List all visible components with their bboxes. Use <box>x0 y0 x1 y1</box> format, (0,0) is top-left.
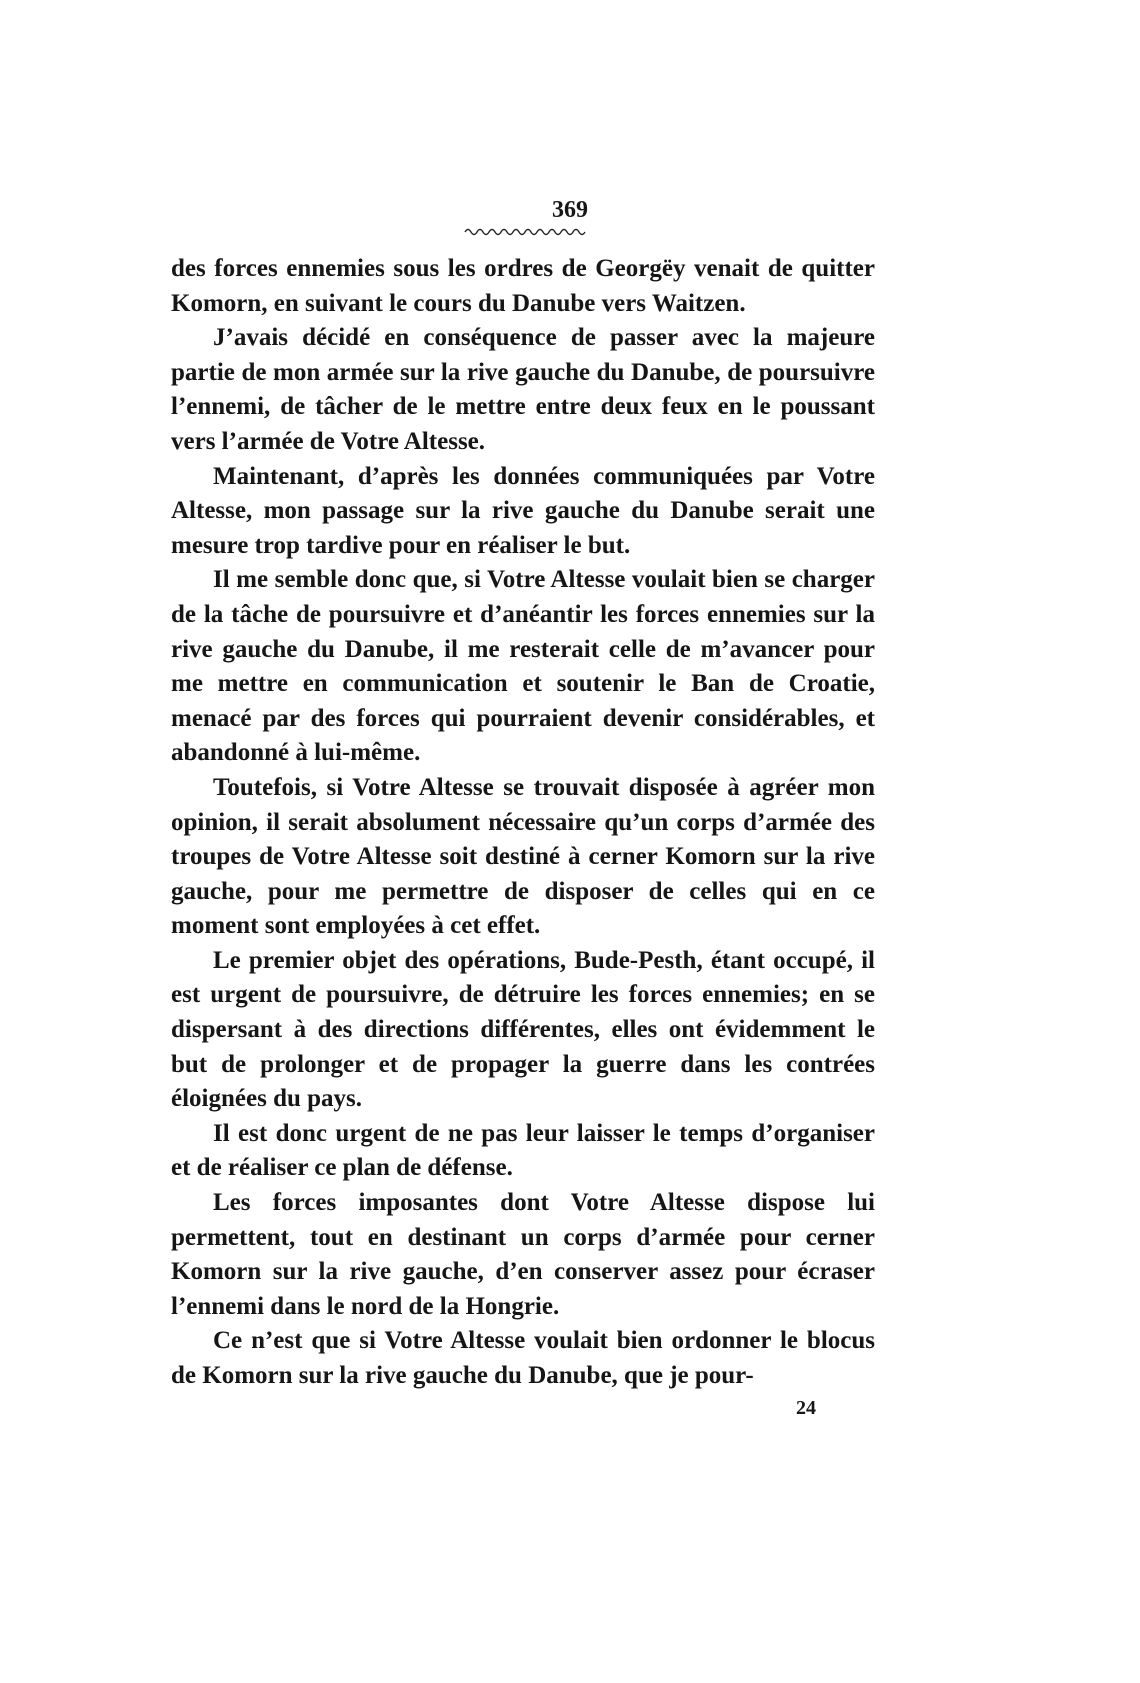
paragraph: des forces ennemies sous les ordres de Georgëy venait de quitter Komorn, en suivant le cours du Danube vers Waitzen. <box>171 255 875 317</box>
body-text <box>171 252 875 1394</box>
page-number: 369 <box>552 197 588 223</box>
paragraph: Il est donc urgent de ne pas leur laisser le temps d’organiser et de réaliser ce plan de défense. <box>171 1119 875 1182</box>
paragraph: Ce n’est que si Votre Altesse voulait bien ordonner le blocus de Komorn sur la rive gauche du Danube, que je pour- <box>171 1327 875 1389</box>
paragraph: Toutefois, si Votre Altesse se trouvait disposée à agréer mon opinion, il serait absolument nécessaire qu’un corps d’armée des troupes de Votre Altesse soit destiné à cerner Komorn sur la rive gauche, pour me permettre de disposer de celles qui en ce moment sont employées à cet effet. <box>171 773 875 940</box>
paragraph: Il me semble donc que, si Votre Altesse voulait bien se charger de la tâche de poursuivre et d’anéantir les forces ennemies sur la rive gauche du Danube, il me resterait celle de m’avancer pour me mettre en communication et soutenir le Ban de Croatie, menacé par des forces qui pourraient devenir considérables, et abandonné à lui-même. <box>171 566 875 767</box>
paragraph: Les forces imposantes dont Votre Altesse dispose lui permettent, tout en destinant un corps d’armée pour cerner Komorn sur la rive gauche, d’en conserver assez pour écraser l’ennemi dans le nord de la Hongrie. <box>171 1189 875 1320</box>
wavy-ornament-icon <box>464 226 586 236</box>
paragraph: Maintenant, d’après les données communiquées par Votre Altesse, mon passage sur la rive gauche du Danube serait une mesure trop tardive pour en réaliser le but. <box>171 462 875 559</box>
paragraph: J’avais décidé en conséquence de passer avec la majeure partie de mon armée sur la rive gauche du Danube, de poursuivre l’ennemi, de tâcher de le mettre entre deux feux en le poussant vers l’armée de Votre Altesse. <box>171 324 875 455</box>
signature-mark: 24 <box>796 1397 816 1419</box>
paragraph: Le premier objet des opérations, Bude-Pesth, étant occupé, il est urgent de poursuivre, de détruire les forces ennemies; en se dispersant à des directions différentes, elles ont évidemment le but de prolonger et de propager la guerre dans les contrées éloignées du pays. <box>171 946 875 1113</box>
